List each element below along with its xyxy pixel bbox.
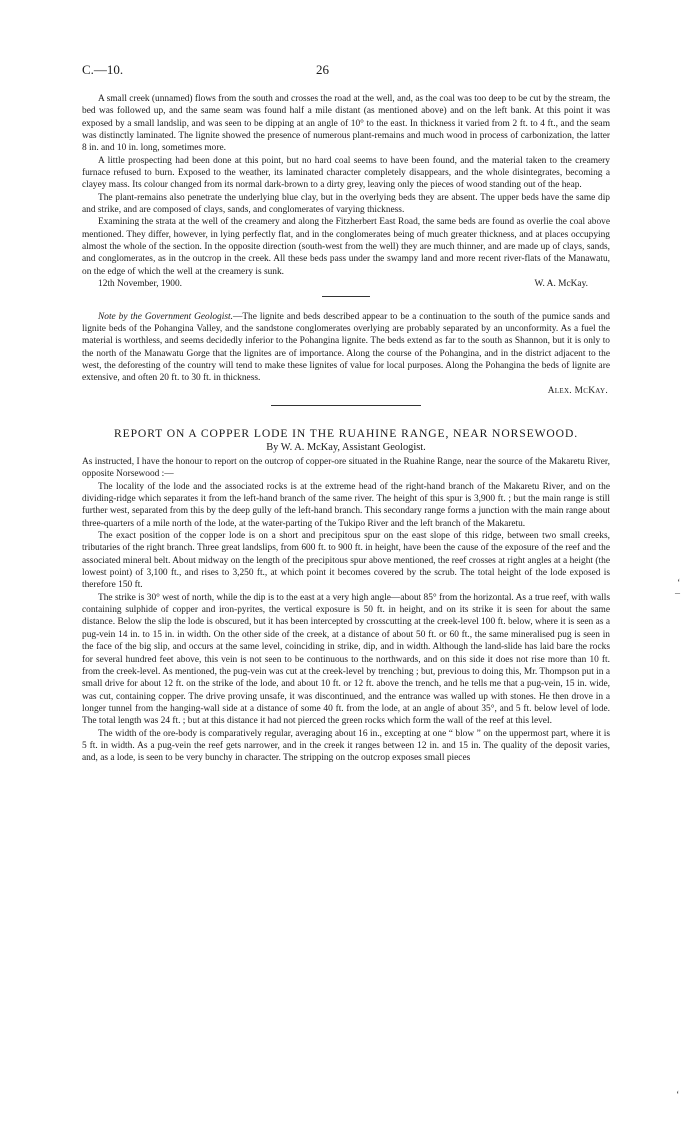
geologist-note <box>82 311 610 397</box>
report-byline: By W. A. McKay, Assistant Geologist. <box>266 442 426 454</box>
lignite-section <box>82 93 610 291</box>
paragraph: A small creek (unnamed) flows from the south and crosses the road at the well, and, as the coal was too deep to be cut by the stream, the bed was followed up, and the same seam was found half a mile distant (as mentioned above) and on the left bank. At this point it was exposed by a small landslip, and was seen to be dipping at an angle of 10° to the east. In thickness it varied from 2 ft. to 4 ft., and the seam was distinctly laminated. The lignite showed the presence of numerous plant-remains and much wood in process of carbonization, the latter 8 in. and 10 in. long, sometimes more. <box>82 94 610 154</box>
margin-mark: ‘ <box>677 578 681 589</box>
divider <box>271 405 421 406</box>
page-body <box>82 93 610 765</box>
note-paragraph <box>82 311 610 385</box>
note-lead: Note by the Government Geologist. <box>98 311 233 322</box>
margin-mark: – <box>675 588 680 599</box>
divider <box>322 296 370 297</box>
note-signature: Alex. McKay. <box>547 385 608 396</box>
paragraph: The width of the ore-body is comparatively regular, averaging about 16 in., excepting at one “ blow ” on the uppermost part, where it is 5 ft. in width. As a pug-vein the reef gets narrower, and in the creek it ranges between 12 in. and 15 in. The quality of the deposit varies, and, as a lode, is seen to be very bunchy in character. The stripping on the outcrop exposes small pieces <box>82 728 610 764</box>
paragraph: The locality of the lode and the associated rocks is at the extreme head of the right-hand branch of the Makaretu River, and on the dividing-ridge which separates it from the left-hand branch of the same river. The height of this spur is 3,900 ft. ; but the main range is still further west, separated from this by the deep gully of the left-hand branch. This secondary range forms a junction with the main range about three-quarters of a mile north of the lode, at the water-parting of the Tukipo River and the left branch of the Makaretu. <box>82 481 610 529</box>
paragraph: The plant-remains also penetrate the underlying blue clay, but in the overlying beds they are absent. The upper beds have the same dip and strike, and are composed of clays, sands, and conglomerates of varying thickness. <box>82 192 610 216</box>
paragraph: Examining the strata at the well of the creamery and along the Fitzherbert East Road, the same beds are found as overlie the coal above mentioned. They differ, however, in lying perfectly flat, and in the conglomerates being of much greater thickness, and at places occupying almost the whole of the section. In the opposite direction (south-west from the well) they are much thinner, and are made up of clays, sands, and conglomerates, as in the outcrop in the creek. All these beds pass under the swampy land and more recent river-flats of the Manawatu, on the edge of which the well at the creamery is sunk. <box>82 217 610 277</box>
report-date: 12th November, 1900. <box>98 279 182 290</box>
page-header <box>82 62 610 78</box>
author-signature: W. A. McKay. <box>534 279 588 290</box>
paragraph: The exact position of the copper lode is on a short and precipitous spur on the east slope of this ridge, between two small creeks, tributaries of the right branch. Three great landslips, from 600 ft. to 900 ft. in height, have been the cause of the exposure of the reef and the associated mineral belt. About midway on the length of the precipitous spur above mentioned, the reef crosses at right angles at a height (the lowest point) of 3,100 ft., and rises to 3,250 ft., at which point it becomes covered by the scrub. The total height of the lode exposed is therefore 150 ft. <box>82 531 610 591</box>
copper-lode-report <box>82 426 610 765</box>
opening-paragraph: As instructed, I have the honour to report on the outcrop of copper-ore situated in the Ruahine Range, near the source of the Makaretu River, opposite Norsewood :— <box>82 457 610 480</box>
margin-mark: ‘ <box>676 1090 680 1101</box>
page-number: 26 <box>316 62 329 77</box>
note-text: —The lignite and beds described appear to be a continuation to the south of the pumice sands and lignite beds of the Pohangina Valley, and the sandstone conglomerates overlying are probably separated by an unconformity. As a fuel the material is worthless, and seems decidedly inferior to the Pohangina lignite. The beds extend as far to the south as Shannon, but it is only to the north of the Manawatu Gorge that the lignites are of importance. Along the course of the Pohangina, and in the district adjacent to the west, the deforesting of the country will tend to make these lignites of value for local purposes. Along the Pohangina the beds of lignite are extensive, and often 20 ft. to 30 ft. in thickness. <box>82 311 610 384</box>
paragraph: A little prospecting had been done at this point, but no hard coal seems to have been found, and the material taken to the creamery furnace refused to burn. Exposed to the weather, its laminated character completely disappears, and the whole disintegrates, becoming a clayey mass. Its colour changed from its normal dark-brown to a dirty grey, leaving only the pieces of wood standing out of the heap. <box>82 155 610 191</box>
report-code: C.—10. <box>82 62 124 77</box>
report-title: REPORT ON A COPPER LODE IN THE RUAHINE RANGE, NEAR NORSEWOOD. <box>113 427 579 441</box>
signature-row <box>82 278 610 290</box>
paragraph: The strike is 30° west of north, while the dip is to the east at a very high angle—about 85° from the horizontal. As a true reef, with walls containing sulphide of copper and iron-pyrites, the vertical exposure is 50 ft. in height, and on its strike it is seen for about the same distance. Below the slip the lode is obscured, but it has been intercepted by crosscutting at the creek-level 100 ft. below, where it is seen as a pug-vein 14 in. to 15 in. in width. On the other side of the creek, at a distance of about 50 ft. or 60 ft., the same mineralised pug is seen in the face of the big slip, and occurs at the same level, coinciding in strike, dip, and in width. Although the land-slide has laid bare the rocks for several hundred feet above, this vein is not seen to be continuous to the northwards, and on this side it does not rise more than 10 ft. from the creek-level. As mentioned, the pug-vein was cut at the creek-level by trenching ; but, previous to doing this, Mr. Thompson put in a small drive for about 12 ft. on the strike of the lode, and about 10 ft. or 12 ft. above the trench, and he tells me that a pug-vein, 15 in. wide, was cut, containing copper. The drive proving unsafe, it was discontinued, and the entrance was walled up with stones. He then drove in a longer tunnel from the hanging-wall side at a distance of some 40 ft. from the lode, at an angle of about 35°, and 5 ft. below level of lode. The total length was 24 ft. ; but at this distance it had not pierced the green rocks which form the wall of the reef at this level. <box>82 592 610 727</box>
